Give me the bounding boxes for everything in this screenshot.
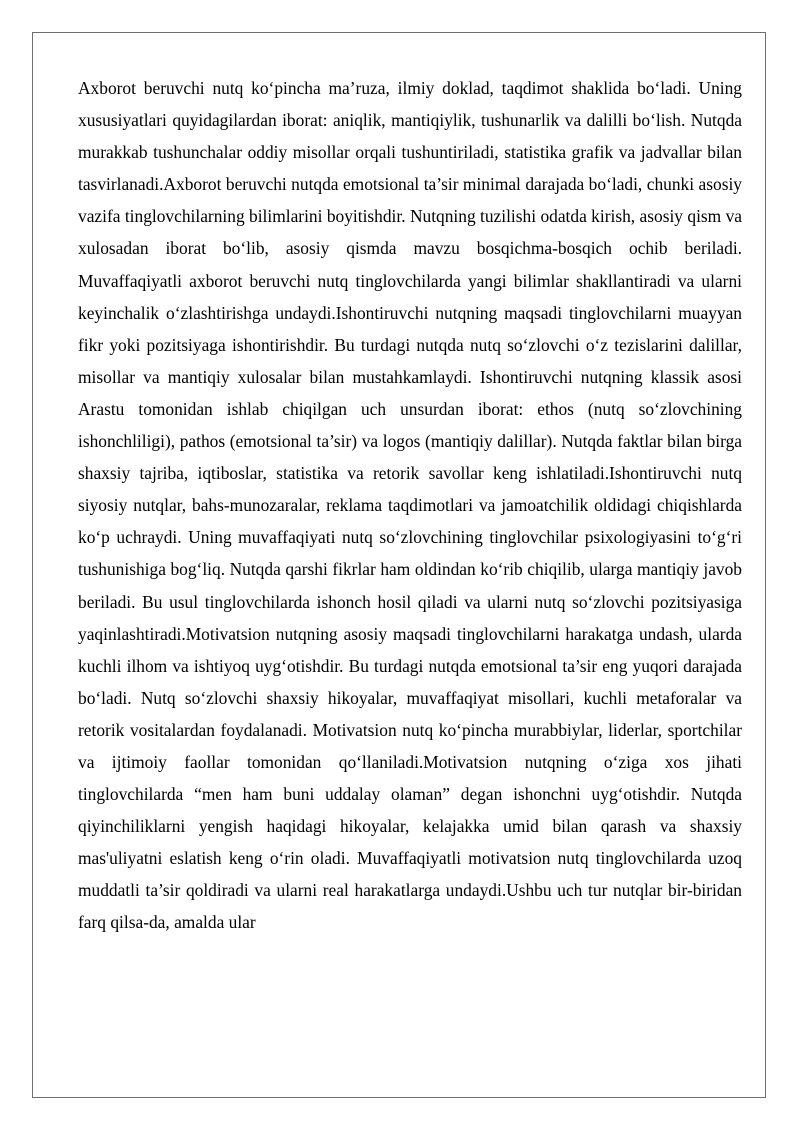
document-body bbox=[78, 72, 742, 939]
body-paragraph: Axborot beruvchi nutq ko‘pincha ma’ruza, ilmiy doklad, taqdimot shaklida bo‘ladi. Uning xususiyatlari quyidagilardan iborat: aniqlik, mantiqiylik, tushunarlik va dalilli bo‘lish. Nutqda murakkab tushunchalar oddiy misollar orqali tushuntiriladi, statistika grafik va jadvallar bilan tasvirlanadi.Axborot beruvchi nutqda emotsional ta’sir minimal darajada bo‘ladi, chunki asosiy vazifa tinglovchilarning bilimlarini boyitishdir. Nutqning tuzilishi odatda kirish, asosiy qism va xulosadan iborat bo‘lib, asosiy qismda mavzu bosqichma-bosqich ochib beriladi. Muvaffaqiyatli axborot beruvchi nutq tinglovchilarda yangi bilimlar shakllantiradi va ularni keyinchalik o‘zlashtirishga undaydi.Ishontiruvchi nutqning maqsadi tinglovchilarni muayyan fikr yoki pozitsiyaga ishontirishdir. Bu turdagi nutqda nutq so‘zlovchi o‘z tezislarini dalillar, misollar va mantiqiy xulosalar bilan mustahkamlaydi. Ishontiruvchi nutqning klassik asosi Arastu tomonidan ishlab chiqilgan uch unsurdan iborat: ethos (nutq so‘zlovchining ishonchliligi), pathos (emotsional ta’sir) va logos (mantiqiy dalillar). Nutqda faktlar bilan birga shaxsiy tajriba, iqtiboslar, statistika va retorik savollar keng ishlatiladi.Ishontiruvchi nutq siyosiy nutqlar, bahs-munozaralar, reklama taqdimotlari va jamoatchilik oldidagi chiqishlarda ko‘p uchraydi. Uning muvaffaqiyati nutq so‘zlovchining tinglovchilar psixologiyasini to‘g‘ri tushunishiga bog‘liq. Nutqda qarshi fikrlar ham oldindan ko‘rib chiqilib, ularga mantiqiy javob beriladi. Bu usul tinglovchilarda ishonch hosil qiladi va ularni nutq so‘zlovchi pozitsiyasiga yaqinlashtiradi.Motivatsion nutqning asosiy maqsadi tinglovchilarni harakatga undash, ularda kuchli ilhom va ishtiyoq uyg‘otishdir. Bu turdagi nutqda emotsional ta’sir eng yuqori darajada bo‘ladi. Nutq so‘zlovchi shaxsiy hikoyalar, muvaffaqiyat misollari, kuchli metaforalar va retorik vositalardan foydalanadi. Motivatsion nutq ko‘pincha murabbiylar, liderlar, sportchilar va ijtimoiy faollar tomonidan qo‘llaniladi.Motivatsion nutqning o‘ziga xos jihati tinglovchilarda “men ham buni uddalay olaman” degan ishonchni uyg‘otishdir. Nutqda qiyinchiliklarni yengish haqidagi hikoyalar, kelajakka umid bilan qarash va shaxsiy mas'uliyatni eslatish keng o‘rin oladi. Muvaffaqiyatli motivatsion nutq tinglovchilarda uzoq muddatli ta’sir qoldiradi va ularni real harakatlarga undaydi.Ushbu uch tur nutqlar bir-biridan farq qilsa-da, amalda ular bbox=[78, 78, 742, 933]
